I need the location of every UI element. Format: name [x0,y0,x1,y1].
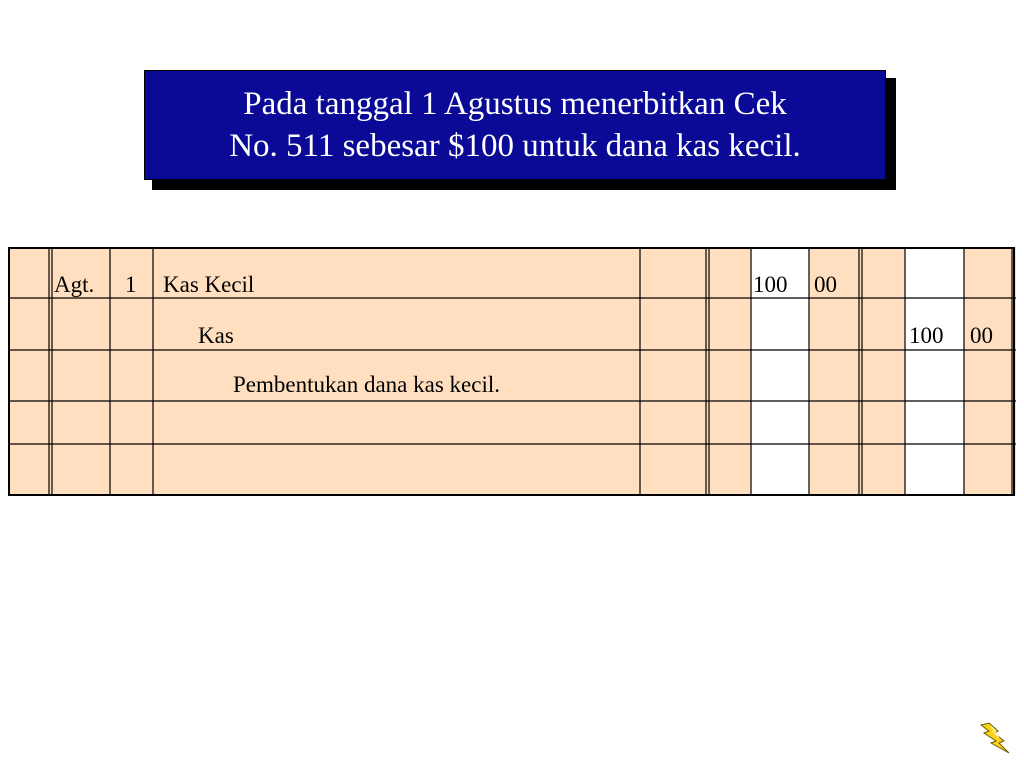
row-1-day: 1 [125,272,137,297]
row-1-description: Kas Kecil [163,272,255,297]
lightning-bolt-icon[interactable] [980,722,1010,754]
credit-dollars-column-fill [905,247,964,496]
title-box [144,70,886,180]
row-2-description: Kas [198,323,234,348]
row-1-month: Agt. [54,272,95,297]
title-line-1: Pada tanggal 1 Agustus menerbitkan Cek [243,86,787,122]
row-2-credit-cents: 00 [970,323,993,348]
journal-grid [8,247,1016,496]
row-1-debit-dollars: 100 [753,272,788,297]
row-3-description: Pembentukan dana kas kecil. [233,372,500,397]
journal-background [8,247,1016,496]
journal-table [8,247,1016,496]
row-2-credit-dollars: 100 [909,323,944,348]
row-1-debit-cents: 00 [814,272,837,297]
title-line-2: No. 511 sebesar $100 untuk dana kas kecil. [229,128,801,164]
